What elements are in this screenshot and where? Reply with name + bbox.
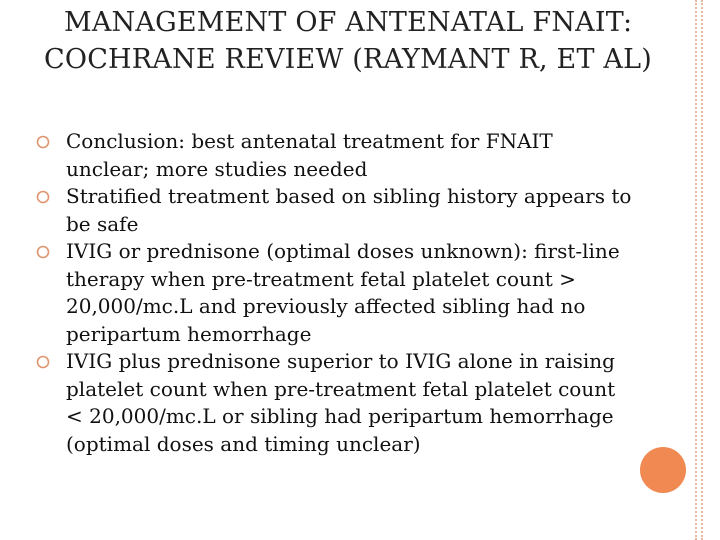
circle-outline-icon bbox=[36, 190, 50, 204]
bullet-list bbox=[36, 128, 636, 458]
slide-border-outer bbox=[695, 0, 697, 540]
bullet-text: Stratified treatment based on sibling history appears to be safe bbox=[66, 184, 632, 236]
bullet-item bbox=[36, 183, 636, 238]
bullet-text: IVIG plus prednisone superior to IVIG alone in raising platelet count when pre-treatment fetal platelet count < 20,000/mc.L or sibling had peripartum hemorrhage (optimal doses and timing unclear) bbox=[66, 349, 616, 456]
circle-outline-icon bbox=[36, 135, 50, 149]
decorative-orange-circle bbox=[640, 447, 686, 493]
slide-title bbox=[44, 4, 664, 78]
slide-title-text: MANAGEMENT OF ANTENATAL FNAIT: COCHRANE REVIEW (RAYMANT R, ET AL) bbox=[44, 7, 652, 75]
bullet-text: IVIG or prednisone (optimal doses unknown): first-line therapy when pre-treatment fetal platelet count > 20,000/mc.L and previously affected sibling had no peripartum hemorrhage bbox=[66, 239, 620, 346]
circle-outline-icon bbox=[36, 355, 50, 369]
slide-border-inner bbox=[701, 0, 703, 540]
circle-outline-icon bbox=[36, 245, 50, 259]
bullet-item bbox=[36, 238, 636, 348]
bullet-text: Conclusion: best antenatal treatment for FNAIT unclear; more studies needed bbox=[66, 129, 553, 181]
bullet-item bbox=[36, 128, 636, 183]
bullet-item bbox=[36, 348, 636, 458]
